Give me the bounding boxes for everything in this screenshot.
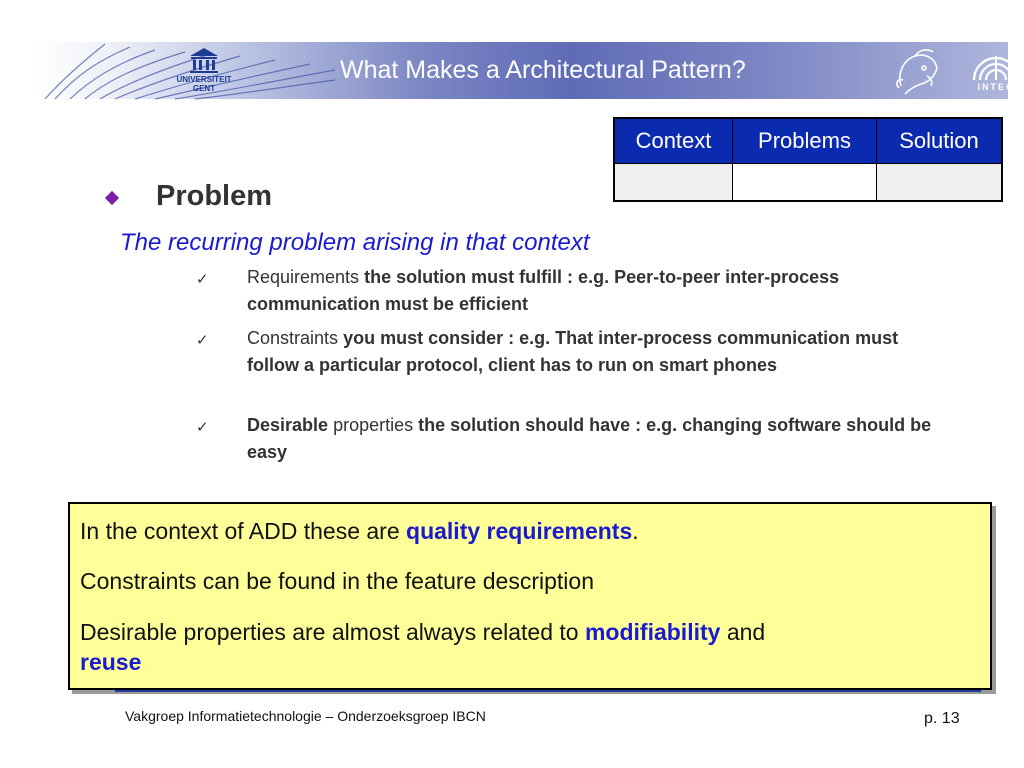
list-item bbox=[247, 264, 937, 318]
section-subtitle: The recurring problem arising in that context bbox=[120, 229, 590, 256]
intec-arcs-icon bbox=[969, 48, 1023, 82]
list-item bbox=[247, 325, 937, 379]
intec-logo-text: INTEC bbox=[977, 82, 1015, 92]
cps-table bbox=[613, 117, 1003, 202]
checkmark-icon: ✓ bbox=[196, 419, 209, 436]
logo-text-gent: GENT bbox=[192, 84, 216, 93]
item-bold: the solution must fulfill : e.g. Peer-to-peer inter-process communication must be efficient bbox=[247, 267, 840, 314]
cps-cell-context bbox=[614, 164, 733, 202]
note-highlight: modifiability bbox=[584, 619, 721, 645]
note-text: In the context of ADD these are bbox=[80, 518, 400, 544]
cps-cell-problems bbox=[733, 164, 877, 202]
note-text: Desirable properties are almost always related to bbox=[80, 619, 579, 645]
note-text: . bbox=[632, 518, 639, 544]
item-bold: you must consider : e.g. That inter-process communication must follow a particular protocol, client has to run on smart phones bbox=[247, 328, 899, 375]
checkmark-icon: ✓ bbox=[196, 332, 209, 349]
item-lead: Constraints bbox=[247, 328, 339, 348]
bullet-diamond-icon bbox=[105, 191, 119, 205]
logo-text-universiteit: UNIVERSITEIT bbox=[176, 75, 232, 84]
university-building-icon bbox=[172, 46, 236, 74]
cps-header-solution: Solution bbox=[877, 118, 1003, 164]
note-line-2: Constraints can be found in the feature description bbox=[80, 568, 594, 594]
note-text: and bbox=[726, 619, 766, 645]
note-highlight: reuse bbox=[80, 649, 142, 675]
universiteit-gent-logo bbox=[172, 46, 236, 96]
item-lead: properties bbox=[333, 415, 414, 435]
note-line-1 bbox=[80, 516, 639, 546]
athena-head-icon bbox=[891, 46, 947, 96]
item-lead-bold: Desirable bbox=[247, 415, 329, 435]
item-lead: Requirements bbox=[247, 267, 360, 287]
cps-header-context: Context bbox=[614, 118, 733, 164]
footer-divider bbox=[115, 690, 981, 692]
cps-header-problems: Problems bbox=[733, 118, 877, 164]
header-banner bbox=[35, 42, 1015, 99]
note-line-3 bbox=[80, 617, 765, 677]
intec-logo bbox=[969, 48, 1023, 94]
note-box bbox=[68, 502, 992, 690]
note-highlight: quality requirements bbox=[406, 518, 633, 544]
list-item bbox=[247, 412, 937, 466]
checkmark-icon: ✓ bbox=[196, 271, 209, 288]
cps-cell-solution bbox=[877, 164, 1003, 202]
footer-text: Vakgroep Informatietechnologie – Onderzoeksgroep IBCN bbox=[125, 708, 486, 724]
page-title: What Makes a Architectural Pattern? bbox=[340, 56, 746, 84]
item-bold: the solution should have : e.g. changing software should be easy bbox=[247, 415, 932, 462]
page-number: p. 13 bbox=[924, 710, 960, 727]
section-heading: Problem bbox=[156, 180, 273, 212]
